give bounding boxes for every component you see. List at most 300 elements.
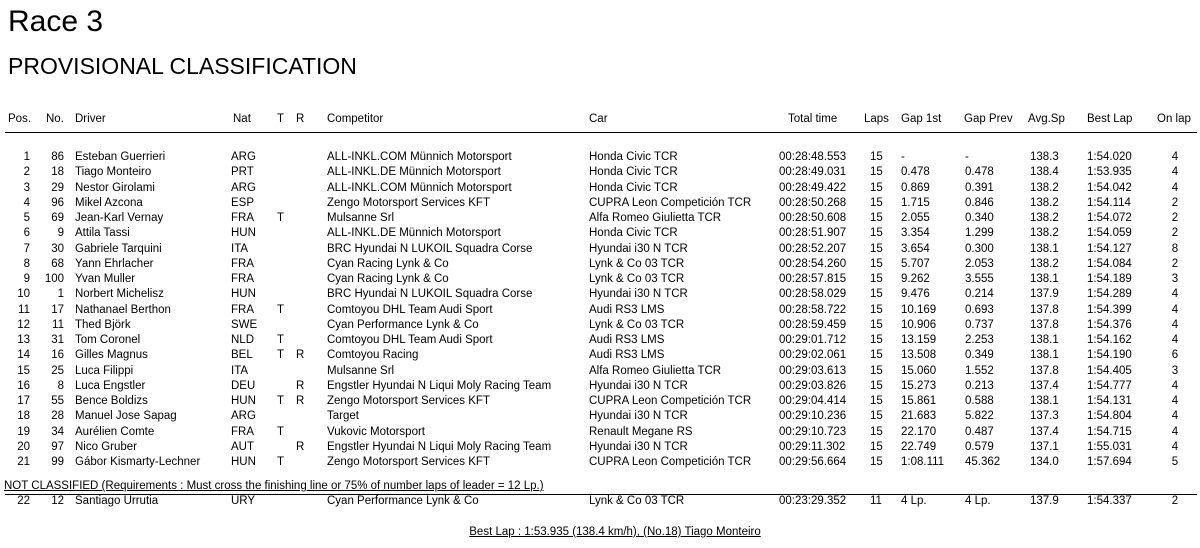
col-best-lap-header: Best Lap bbox=[1087, 113, 1133, 125]
nat-cell: URY bbox=[231, 495, 256, 507]
on-lap-cell: 5 bbox=[1171, 456, 1179, 468]
table-row bbox=[0, 379, 1200, 394]
avg-speed-cell: 134.0 bbox=[1030, 456, 1059, 468]
no-cell: 12 bbox=[51, 495, 64, 507]
avg-speed-cell: 137.9 bbox=[1030, 288, 1059, 301]
gap-first-cell: 21.683 bbox=[901, 410, 937, 423]
col-avg-speed-header: Avg.Sp bbox=[1028, 113, 1065, 125]
gap-first-cell: 3.654 bbox=[901, 242, 930, 255]
car-cell: Honda Civic TCR bbox=[589, 181, 678, 194]
best-lap-cell: 1:54.020 bbox=[1087, 151, 1132, 163]
pos-cell: 22 bbox=[17, 495, 30, 507]
on-lap-cell: 6 bbox=[1171, 349, 1179, 362]
avg-speed-cell: 137.9 bbox=[1030, 495, 1059, 507]
table-row bbox=[0, 318, 1200, 333]
car-cell: Honda Civic TCR bbox=[589, 151, 678, 163]
competitor-cell: Vukovic Motorsport bbox=[327, 425, 425, 438]
on-lap-cell: 4 bbox=[1171, 410, 1179, 423]
total-time-cell: 00:29:04.414 bbox=[779, 395, 847, 407]
gap-first-cell: 0.478 bbox=[901, 166, 930, 179]
driver-cell: Tiago Monteiro bbox=[75, 166, 152, 179]
nat-cell: FRA bbox=[231, 212, 254, 224]
col-gap-prev-header: Gap Prev bbox=[964, 113, 1013, 125]
laps-cell: 15 bbox=[870, 151, 883, 163]
avg-speed-cell: 137.4 bbox=[1030, 379, 1059, 392]
best-lap-note: Best Lap : 1:53.935 (138.4 km/h), (No.18) Tiago Monteiro bbox=[469, 526, 761, 538]
col-laps-header: Laps bbox=[864, 113, 889, 125]
no-cell: 25 bbox=[51, 364, 64, 377]
laps-cell: 15 bbox=[870, 379, 883, 392]
car-cell: CUPRA Leon Competición TCR bbox=[589, 395, 752, 407]
gap-prev-cell: 0.693 bbox=[965, 303, 994, 316]
col-no-header: No. bbox=[46, 113, 64, 125]
driver-cell: Mikel Azcona bbox=[75, 196, 143, 209]
car-cell: Alfa Romeo Giulietta TCR bbox=[589, 364, 722, 377]
laps-cell: 15 bbox=[870, 334, 883, 346]
nat-cell: ARG bbox=[231, 181, 256, 194]
no-cell: 18 bbox=[51, 166, 64, 179]
laps-cell: 15 bbox=[870, 425, 883, 438]
on-lap-cell: 2 bbox=[1171, 212, 1179, 224]
total-time-cell: 00:28:50.608 bbox=[779, 212, 847, 224]
gap-prev-cell: 0.349 bbox=[965, 349, 994, 362]
table-row bbox=[0, 494, 1200, 509]
nat-cell: BEL bbox=[231, 349, 253, 362]
gap-prev-cell: 0.213 bbox=[965, 379, 994, 392]
competitor-cell: Engstler Hyundai N Liqui Moly Racing Team bbox=[327, 440, 552, 453]
laps-cell: 15 bbox=[870, 257, 883, 270]
no-cell: 97 bbox=[51, 440, 64, 453]
total-time-cell: 00:28:48.553 bbox=[779, 151, 847, 163]
pos-cell: 15 bbox=[17, 364, 30, 377]
gap-prev-cell: 2.053 bbox=[965, 257, 994, 270]
avg-speed-cell: 138.2 bbox=[1030, 257, 1059, 270]
gap-prev-cell: 0.478 bbox=[965, 166, 994, 179]
table-row bbox=[0, 364, 1200, 379]
col-driver-header: Driver bbox=[75, 113, 106, 125]
pos-cell: 4 bbox=[23, 196, 30, 209]
driver-cell: Attila Tassi bbox=[75, 227, 130, 240]
nat-cell: NLD bbox=[231, 334, 255, 346]
competitor-cell: Engstler Hyundai N Liqui Moly Racing Team bbox=[327, 379, 552, 392]
pos-cell: 20 bbox=[17, 440, 30, 453]
gap-first-cell: 5.707 bbox=[901, 257, 930, 270]
nat-cell: ARG bbox=[231, 151, 256, 163]
car-cell: Hyundai i30 N TCR bbox=[589, 288, 688, 301]
gap-first-cell: 15.060 bbox=[901, 364, 937, 377]
t-cell: T bbox=[277, 212, 285, 224]
pos-cell: 10 bbox=[17, 288, 30, 301]
race-title: Race 3 bbox=[8, 5, 104, 38]
no-cell: 8 bbox=[57, 379, 64, 392]
competitor-cell: Comtoyou DHL Team Audi Sport bbox=[327, 334, 493, 346]
best-lap-cell: 1:55.031 bbox=[1087, 440, 1132, 453]
laps-cell: 15 bbox=[870, 364, 883, 377]
nat-cell: FRA bbox=[231, 273, 254, 285]
competitor-cell: Comtoyou Racing bbox=[327, 349, 419, 362]
laps-cell: 15 bbox=[870, 181, 883, 194]
nat-cell: ITA bbox=[231, 364, 249, 377]
t-cell: T bbox=[277, 425, 285, 438]
total-time-cell: 00:23:29.352 bbox=[779, 495, 847, 507]
total-time-cell: 00:29:11.302 bbox=[779, 440, 846, 453]
no-cell: 11 bbox=[52, 318, 64, 331]
col-nat-header: Nat bbox=[233, 113, 251, 125]
competitor-cell: Comtoyou DHL Team Audi Sport bbox=[327, 303, 493, 316]
total-time-cell: 00:29:02.061 bbox=[779, 349, 847, 362]
nat-cell: ITA bbox=[231, 242, 249, 255]
driver-cell: Esteban Guerrieri bbox=[75, 151, 166, 163]
driver-cell: Norbert Michelisz bbox=[75, 288, 164, 301]
gap-prev-cell: 1.299 bbox=[965, 227, 994, 240]
gap-prev-cell: 45.362 bbox=[965, 456, 1001, 468]
laps-cell: 15 bbox=[870, 227, 883, 240]
gap-first-cell: 4 Lp. bbox=[901, 495, 927, 507]
gap-prev-cell: - bbox=[965, 151, 969, 163]
competitor-cell: Cyan Racing Lynk & Co bbox=[327, 257, 449, 270]
competitor-cell: Cyan Performance Lynk & Co bbox=[327, 495, 479, 507]
no-cell: 17 bbox=[51, 303, 64, 316]
gap-first-cell: 2.055 bbox=[901, 212, 930, 224]
on-lap-cell: 4 bbox=[1171, 379, 1179, 392]
pos-cell: 13 bbox=[17, 334, 30, 346]
r-cell: R bbox=[296, 349, 305, 362]
gap-prev-cell: 3.555 bbox=[965, 273, 994, 285]
on-lap-cell: 4 bbox=[1171, 181, 1179, 194]
no-cell: 9 bbox=[57, 227, 64, 240]
total-time-cell: 00:28:52.207 bbox=[779, 242, 847, 255]
pos-cell: 11 bbox=[18, 303, 30, 316]
avg-speed-cell: 138.1 bbox=[1030, 334, 1059, 346]
avg-speed-cell: 137.8 bbox=[1030, 303, 1059, 316]
avg-speed-cell: 138.2 bbox=[1030, 196, 1059, 209]
best-lap-cell: 1:54.084 bbox=[1087, 257, 1132, 270]
car-cell: Hyundai i30 N TCR bbox=[589, 379, 688, 392]
car-cell: Lynk & Co 03 TCR bbox=[589, 318, 685, 331]
total-time-cell: 00:29:03.613 bbox=[779, 364, 847, 377]
avg-speed-cell: 138.2 bbox=[1030, 181, 1059, 194]
no-cell: 68 bbox=[51, 257, 64, 270]
col-total-time-header: Total time bbox=[788, 113, 838, 125]
gap-first-cell: 13.159 bbox=[901, 334, 937, 346]
no-cell: 86 bbox=[51, 151, 64, 163]
laps-cell: 15 bbox=[870, 166, 883, 179]
best-lap-cell: 1:54.777 bbox=[1087, 379, 1132, 392]
best-lap-cell: 1:54.289 bbox=[1087, 288, 1132, 301]
pos-cell: 7 bbox=[23, 242, 30, 255]
total-time-cell: 00:29:10.236 bbox=[779, 410, 847, 423]
competitor-cell: Mulsanne Srl bbox=[327, 212, 395, 224]
avg-speed-cell: 137.8 bbox=[1030, 318, 1059, 331]
pos-cell: 18 bbox=[17, 410, 30, 423]
avg-speed-cell: 138.1 bbox=[1030, 273, 1059, 285]
nat-cell: ARG bbox=[231, 410, 256, 423]
gap-first-cell: 0.869 bbox=[901, 181, 930, 194]
on-lap-cell: 2 bbox=[1171, 495, 1179, 507]
on-lap-cell: 4 bbox=[1171, 288, 1179, 301]
gap-prev-cell: 0.214 bbox=[965, 288, 994, 301]
avg-speed-cell: 138.3 bbox=[1030, 151, 1059, 163]
on-lap-cell: 4 bbox=[1171, 425, 1179, 438]
on-lap-cell: 3 bbox=[1171, 273, 1179, 285]
table-row bbox=[0, 211, 1200, 226]
best-lap-cell: 1:54.190 bbox=[1087, 349, 1132, 362]
avg-speed-cell: 137.8 bbox=[1030, 364, 1059, 377]
car-cell: Lynk & Co 03 TCR bbox=[589, 495, 685, 507]
pos-cell: 2 bbox=[23, 166, 30, 179]
on-lap-cell: 2 bbox=[1171, 257, 1179, 270]
driver-cell: Manuel Jose Sapag bbox=[75, 410, 177, 423]
nat-cell: AUT bbox=[231, 440, 254, 453]
col-r-header: R bbox=[296, 113, 305, 125]
gap-first-cell: 10.906 bbox=[901, 318, 937, 331]
driver-cell: Nestor Girolami bbox=[75, 181, 155, 194]
r-cell: R bbox=[296, 440, 305, 453]
competitor-cell: Target bbox=[327, 410, 359, 423]
no-cell: 28 bbox=[51, 410, 64, 423]
car-cell: Honda Civic TCR bbox=[589, 166, 678, 179]
gap-first-cell: 10.169 bbox=[901, 303, 937, 316]
no-cell: 34 bbox=[51, 425, 64, 438]
driver-cell: Gábor Kismarty-Lechner bbox=[75, 456, 201, 468]
gap-prev-cell: 0.737 bbox=[965, 318, 994, 331]
pos-cell: 12 bbox=[17, 318, 30, 331]
gap-prev-cell: 2.253 bbox=[965, 334, 994, 346]
gap-prev-cell: 1.552 bbox=[965, 364, 994, 377]
table-row bbox=[0, 196, 1200, 211]
on-lap-cell: 4 bbox=[1171, 303, 1179, 316]
total-time-cell: 00:28:51.907 bbox=[779, 227, 847, 240]
no-cell: 1 bbox=[57, 288, 64, 301]
best-lap-cell: 1:54.072 bbox=[1087, 212, 1132, 224]
gap-prev-cell: 0.487 bbox=[965, 425, 994, 438]
gap-first-cell: 1.715 bbox=[901, 196, 930, 209]
on-lap-cell: 4 bbox=[1171, 151, 1179, 163]
avg-speed-cell: 137.1 bbox=[1030, 440, 1059, 453]
driver-cell: Tom Coronel bbox=[75, 334, 141, 346]
laps-cell: 15 bbox=[870, 349, 883, 362]
gap-prev-cell: 0.340 bbox=[965, 212, 994, 224]
driver-cell: Jean-Karl Vernay bbox=[75, 212, 164, 224]
total-time-cell: 00:28:54.260 bbox=[779, 257, 847, 270]
competitor-cell: ALL-INKL.COM Münnich Motorsport bbox=[327, 181, 512, 194]
no-cell: 29 bbox=[51, 181, 64, 194]
gap-first-cell: 9.262 bbox=[901, 273, 930, 285]
driver-cell: Aurélien Comte bbox=[75, 425, 155, 438]
laps-cell: 15 bbox=[870, 410, 883, 423]
best-lap-cell: 1:54.114 bbox=[1087, 196, 1131, 209]
laps-cell: 15 bbox=[870, 440, 883, 453]
car-cell: Audi RS3 LMS bbox=[589, 349, 665, 362]
header-rule bbox=[5, 132, 1197, 133]
total-time-cell: 00:28:49.422 bbox=[779, 181, 847, 194]
best-lap-cell: 1:54.189 bbox=[1087, 273, 1132, 285]
best-lap-cell: 1:54.804 bbox=[1087, 410, 1132, 423]
table-row bbox=[0, 181, 1200, 196]
nat-cell: FRA bbox=[231, 257, 254, 270]
best-lap-cell: 1:54.337 bbox=[1087, 495, 1132, 507]
competitor-cell: ALL-INKL.COM Münnich Motorsport bbox=[327, 151, 512, 163]
pos-cell: 1 bbox=[23, 151, 30, 163]
table-row bbox=[0, 348, 1200, 363]
gap-first-cell: - bbox=[901, 151, 905, 163]
driver-cell: Nico Gruber bbox=[75, 440, 137, 453]
avg-speed-cell: 138.1 bbox=[1030, 395, 1059, 407]
nat-cell: DEU bbox=[231, 379, 256, 392]
laps-cell: 15 bbox=[870, 196, 883, 209]
car-cell: Audi RS3 LMS bbox=[589, 334, 665, 346]
laps-cell: 15 bbox=[870, 395, 883, 407]
no-cell: 16 bbox=[51, 349, 64, 362]
col-competitor-header: Competitor bbox=[327, 113, 384, 125]
car-cell: Lynk & Co 03 TCR bbox=[589, 257, 685, 270]
pos-cell: 16 bbox=[17, 379, 30, 392]
total-time-cell: 00:28:57.815 bbox=[779, 273, 847, 285]
competitor-cell: BRC Hyundai N LUKOIL Squadra Corse bbox=[327, 242, 533, 255]
driver-cell: Yann Ehrlacher bbox=[75, 257, 154, 270]
car-cell: CUPRA Leon Competición TCR bbox=[589, 196, 752, 209]
car-cell: Alfa Romeo Giulietta TCR bbox=[589, 212, 722, 224]
competitor-cell: Mulsanne Srl bbox=[327, 364, 395, 377]
document-title: PROVISIONAL CLASSIFICATION bbox=[8, 53, 357, 79]
nat-cell: SWE bbox=[231, 318, 258, 331]
driver-cell: Luca Filippi bbox=[75, 364, 134, 377]
car-cell: Renault Megane RS bbox=[589, 425, 693, 438]
table-row bbox=[0, 226, 1200, 241]
pos-cell: 6 bbox=[23, 227, 30, 240]
total-time-cell: 00:29:10.723 bbox=[779, 425, 847, 438]
r-cell: R bbox=[296, 379, 305, 392]
gap-first-cell: 22.170 bbox=[901, 425, 937, 438]
car-cell: Lynk & Co 03 TCR bbox=[589, 273, 685, 285]
car-cell: Hyundai i30 N TCR bbox=[589, 242, 688, 255]
total-time-cell: 00:28:58.029 bbox=[779, 288, 847, 301]
competitor-cell: Zengo Motorsport Services KFT bbox=[327, 395, 490, 407]
avg-speed-cell: 137.4 bbox=[1030, 425, 1059, 438]
laps-cell: 15 bbox=[870, 456, 883, 468]
gap-prev-cell: 0.300 bbox=[965, 242, 994, 255]
pos-cell: 8 bbox=[23, 257, 30, 270]
nat-cell: HUN bbox=[231, 456, 256, 468]
table-row bbox=[0, 272, 1200, 287]
gap-prev-cell: 0.579 bbox=[965, 440, 994, 453]
competitor-cell: Zengo Motorsport Services KFT bbox=[327, 456, 490, 468]
gap-first-cell: 13.508 bbox=[901, 349, 937, 362]
best-lap-cell: 1:54.131 bbox=[1087, 395, 1132, 407]
best-lap-cell: 1:54.059 bbox=[1087, 227, 1132, 240]
no-cell: 99 bbox=[51, 456, 64, 468]
table-row bbox=[0, 242, 1200, 257]
pos-cell: 21 bbox=[17, 456, 30, 468]
table-row bbox=[0, 394, 1200, 409]
best-lap-cell: 1:54.127 bbox=[1087, 242, 1132, 255]
total-time-cell: 00:28:50.268 bbox=[779, 196, 847, 209]
t-cell: T bbox=[277, 395, 285, 407]
driver-cell: Gilles Magnus bbox=[75, 349, 148, 362]
laps-cell: 15 bbox=[870, 273, 883, 285]
gap-first-cell: 22.749 bbox=[901, 440, 937, 453]
car-cell: Hyundai i30 N TCR bbox=[589, 440, 688, 453]
nat-cell: HUN bbox=[231, 288, 256, 301]
gap-first-cell: 15.273 bbox=[901, 379, 937, 392]
driver-cell: Santiago Urrutia bbox=[75, 495, 159, 507]
driver-cell: Thed Björk bbox=[75, 318, 131, 331]
total-time-cell: 00:28:49.031 bbox=[779, 166, 847, 179]
t-cell: T bbox=[277, 303, 285, 316]
best-lap-cell: 1:54.042 bbox=[1087, 181, 1132, 194]
competitor-cell: Zengo Motorsport Services KFT bbox=[327, 196, 490, 209]
best-lap-cell: 1:54.405 bbox=[1087, 364, 1132, 377]
pos-cell: 14 bbox=[17, 349, 30, 362]
table-row bbox=[0, 165, 1200, 180]
nat-cell: HUN bbox=[231, 227, 256, 240]
laps-cell: 15 bbox=[870, 318, 883, 331]
avg-speed-cell: 138.1 bbox=[1030, 242, 1059, 255]
pos-cell: 19 bbox=[17, 425, 30, 438]
pos-cell: 5 bbox=[23, 212, 30, 224]
competitor-cell: BRC Hyundai N LUKOIL Squadra Corse bbox=[327, 288, 533, 301]
gap-prev-cell: 5.822 bbox=[965, 410, 994, 423]
best-lap-cell: 1:54.376 bbox=[1087, 318, 1132, 331]
gap-first-cell: 3.354 bbox=[901, 227, 930, 240]
t-cell: T bbox=[277, 349, 285, 362]
nat-cell: PRT bbox=[231, 166, 254, 179]
pos-cell: 17 bbox=[17, 395, 30, 407]
best-lap-cell: 1:54.162 bbox=[1087, 334, 1132, 346]
total-time-cell: 00:28:58.722 bbox=[779, 303, 847, 316]
on-lap-cell: 2 bbox=[1171, 227, 1179, 240]
no-cell: 100 bbox=[44, 273, 64, 285]
on-lap-cell: 4 bbox=[1171, 334, 1179, 346]
nat-cell: HUN bbox=[231, 395, 256, 407]
gap-prev-cell: 0.391 bbox=[965, 181, 994, 194]
table-row bbox=[0, 425, 1200, 440]
best-lap-cell: 1:53.935 bbox=[1087, 166, 1132, 179]
col-gap-first-header: Gap 1st bbox=[901, 113, 942, 125]
avg-speed-cell: 138.1 bbox=[1030, 349, 1059, 362]
driver-cell: Yvan Muller bbox=[75, 273, 136, 285]
pos-cell: 3 bbox=[23, 181, 30, 194]
avg-speed-cell: 138.4 bbox=[1030, 166, 1059, 179]
on-lap-cell: 4 bbox=[1171, 318, 1179, 331]
t-cell: T bbox=[277, 456, 285, 468]
best-lap-cell: 1:54.399 bbox=[1087, 303, 1132, 316]
laps-cell: 15 bbox=[870, 288, 883, 301]
car-cell: Hyundai i30 N TCR bbox=[589, 410, 688, 423]
driver-cell: Nathanael Berthon bbox=[75, 303, 171, 316]
avg-speed-cell: 138.2 bbox=[1030, 212, 1059, 224]
col-car-header: Car bbox=[589, 113, 608, 125]
no-cell: 69 bbox=[51, 212, 64, 224]
avg-speed-cell: 138.2 bbox=[1030, 227, 1059, 240]
table-row bbox=[0, 455, 1200, 470]
col-pos-header: Pos. bbox=[8, 113, 32, 125]
gap-prev-cell: 4 Lp. bbox=[965, 495, 991, 507]
table-header bbox=[0, 112, 1200, 127]
table-row bbox=[0, 409, 1200, 424]
on-lap-cell: 3 bbox=[1171, 364, 1179, 377]
table-row bbox=[0, 257, 1200, 272]
gap-first-cell: 1:08.111 bbox=[901, 456, 945, 468]
total-time-cell: 00:29:03.826 bbox=[779, 379, 847, 392]
nat-cell: ESP bbox=[231, 196, 255, 209]
gap-first-cell: 9.476 bbox=[901, 288, 930, 301]
nat-cell: FRA bbox=[231, 425, 254, 438]
competitor-cell: ALL-INKL.DE Münnich Motorsport bbox=[327, 227, 501, 240]
competitor-cell: ALL-INKL.DE Münnich Motorsport bbox=[327, 166, 501, 179]
total-time-cell: 00:28:59.459 bbox=[779, 318, 847, 331]
not-classified-note: NOT CLASSIFIED (Requirements : Must cross the finishing line or 75% of number laps of leader = 12 Lp.) bbox=[4, 480, 544, 492]
